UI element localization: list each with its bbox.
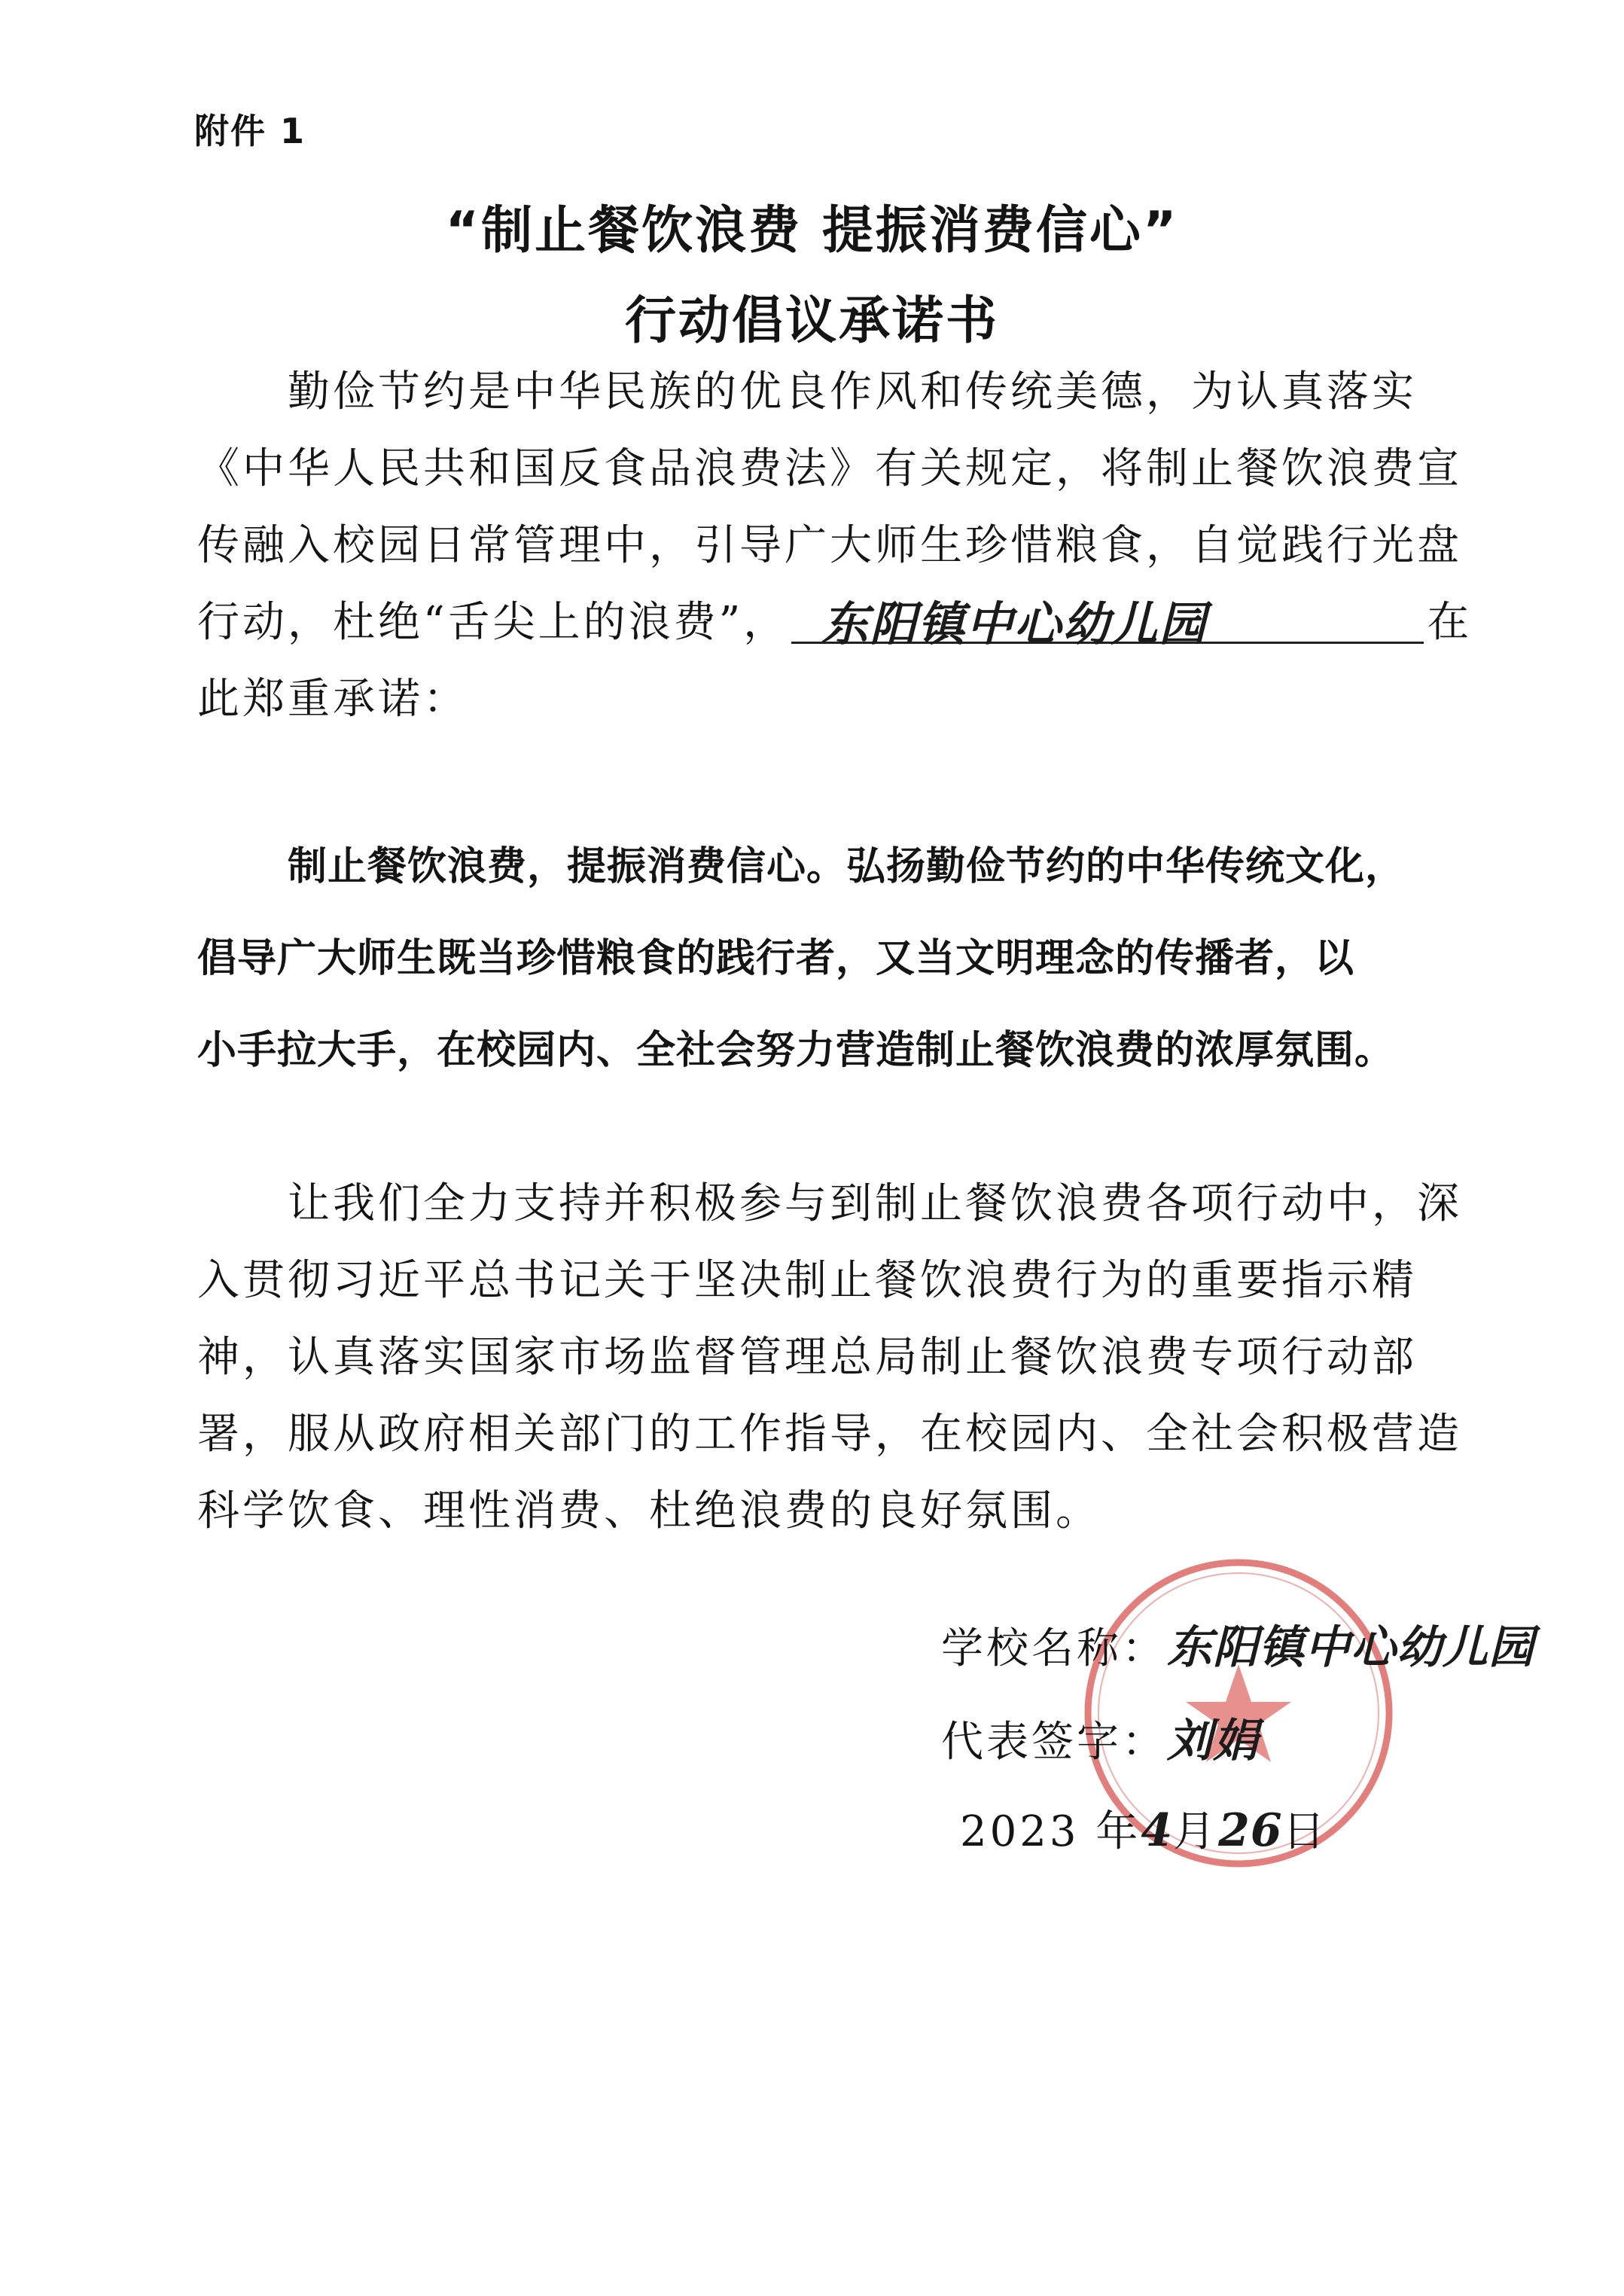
school-name-label: 学校名称： bbox=[941, 1624, 1167, 1673]
date-year-char: 年 bbox=[1095, 1807, 1141, 1856]
date-month-char: 月 bbox=[1173, 1807, 1219, 1856]
closing-line: 让我们全力支持并积极参与到制止餐饮浪费各项行动中，深 bbox=[288, 1179, 1462, 1228]
closing-paragraph bbox=[197, 1166, 1496, 1550]
document-subtitle: 行动倡议承诺书 bbox=[624, 291, 999, 351]
closing-line: 入贯彻习近平总书记关于坚决制止餐饮浪费行为的重要指示精 bbox=[197, 1256, 1417, 1305]
commitment-line: 倡导广大师生既当珍惜粮食的践行者，又当文明理念的传播者，以 bbox=[197, 936, 1355, 981]
intro-line: 此郑重承诺： bbox=[197, 675, 468, 724]
date-year: 2023 bbox=[960, 1807, 1080, 1856]
representative-signature-row bbox=[941, 1705, 1259, 1770]
representative-label: 代表签字： bbox=[941, 1718, 1167, 1767]
intro-line-with-blank bbox=[197, 584, 1496, 661]
commitment-line: 小手拉大手，在校园内、全社会努力营造制止餐饮浪费的浓厚氛围。 bbox=[197, 1028, 1395, 1073]
intro-line: 勤俭节约是中华民族的优良作风和传统美德，为认真落实 bbox=[288, 367, 1417, 416]
date-day-char: 日 bbox=[1282, 1807, 1328, 1856]
school-name-blank bbox=[791, 596, 1424, 651]
handwritten-day: 26 bbox=[1218, 1804, 1283, 1857]
intro-line: 《中华人民共和国反食品浪费法》有关规定，将制止餐饮浪费宣 bbox=[197, 444, 1462, 493]
intro-line: 传融入校园日常管理中，引导广大师生珍惜粮食，自觉践行光盘 bbox=[197, 521, 1462, 570]
handwritten-month: 4 bbox=[1141, 1804, 1174, 1857]
intro-line-suffix: 在 bbox=[1427, 598, 1473, 647]
handwritten-school-name: 东阳镇中心幼儿园 bbox=[821, 596, 1208, 651]
date-row bbox=[960, 1798, 1328, 1858]
closing-line: 神，认真落实国家市场监督管理总局制止餐饮浪费专项行动部 bbox=[197, 1333, 1417, 1382]
handwritten-school-name: 东阳镇中心幼儿园 bbox=[1167, 1621, 1534, 1674]
handwritten-signature: 刘娟 bbox=[1167, 1715, 1259, 1767]
commitment-line: 制止餐饮浪费，提振消费信心。弘扬勤俭节约的中华传统文化， bbox=[288, 844, 1406, 889]
document-title: “制止餐饮浪费 提振消费信心” bbox=[445, 201, 1179, 261]
closing-line: 科学饮食、理性消费、杜绝浪费的良好氛围。 bbox=[197, 1486, 1101, 1535]
attachment-label: 附件 1 bbox=[194, 111, 306, 151]
intro-paragraph bbox=[197, 354, 1496, 738]
commitment-paragraph bbox=[197, 821, 1500, 1096]
school-name-row bbox=[941, 1611, 1534, 1676]
intro-line-prefix: 行动，杜绝“舌尖上的浪费”， bbox=[197, 598, 789, 647]
closing-line: 署，服从政府相关部门的工作指导，在校园内、全社会积极营造 bbox=[197, 1410, 1462, 1459]
